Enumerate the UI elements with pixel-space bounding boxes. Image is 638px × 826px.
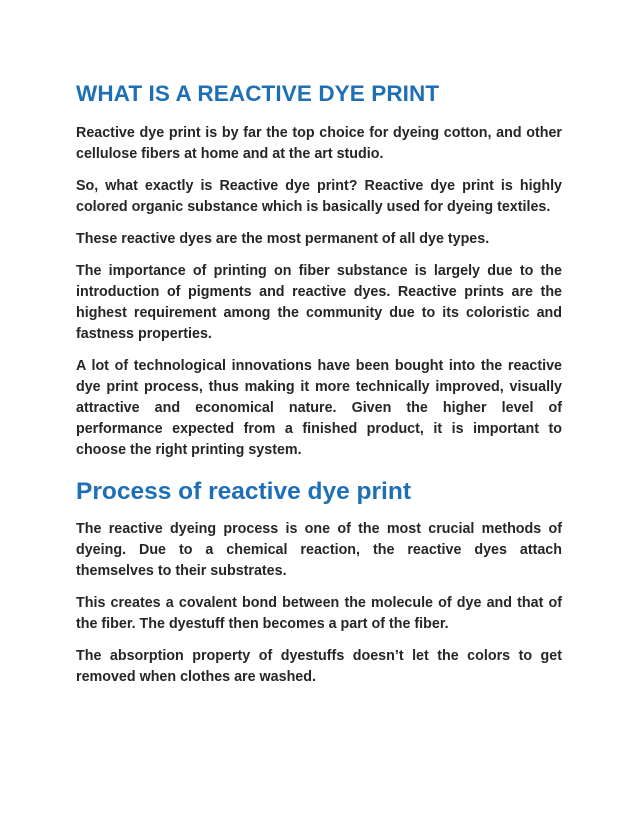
page-title: WHAT IS A REACTIVE DYE PRINT (76, 81, 440, 106)
paragraph: The absorption property of dyestuffs doesn’t let the colors to get removed when clothes are washed. (76, 648, 562, 685)
document-page (76, 80, 562, 699)
paragraph: A lot of technological innovations have been bought into the reactive dye print process, thus making it more technically improved, visually attractive and economical nature. Given the higher level of performance expected from a finished product, it is important to choose the right printing system. (76, 358, 562, 458)
paragraph: So, what exactly is Reactive dye print? Reactive dye print is highly colored organic substance which is basically used for dyeing textiles. (76, 178, 562, 215)
section-heading: Process of reactive dye print (76, 478, 411, 505)
paragraph: This creates a covalent bond between the molecule of dye and that of the fiber. The dyestuff then becomes a part of the fiber. (76, 595, 562, 632)
paragraph: The reactive dyeing process is one of the most crucial methods of dyeing. Due to a chemical reaction, the reactive dyes attach themselves to their substrates. (76, 521, 562, 579)
paragraph: Reactive dye print is by far the top choice for dyeing cotton, and other cellulose fibers at home and at the art studio. (76, 125, 562, 162)
paragraph: These reactive dyes are the most permanent of all dye types. (76, 231, 490, 247)
paragraph: The importance of printing on fiber substance is largely due to the introduction of pigments and reactive dyes. Reactive prints are the highest requirement among the community due to its coloristic and fastness properties. (76, 263, 562, 342)
